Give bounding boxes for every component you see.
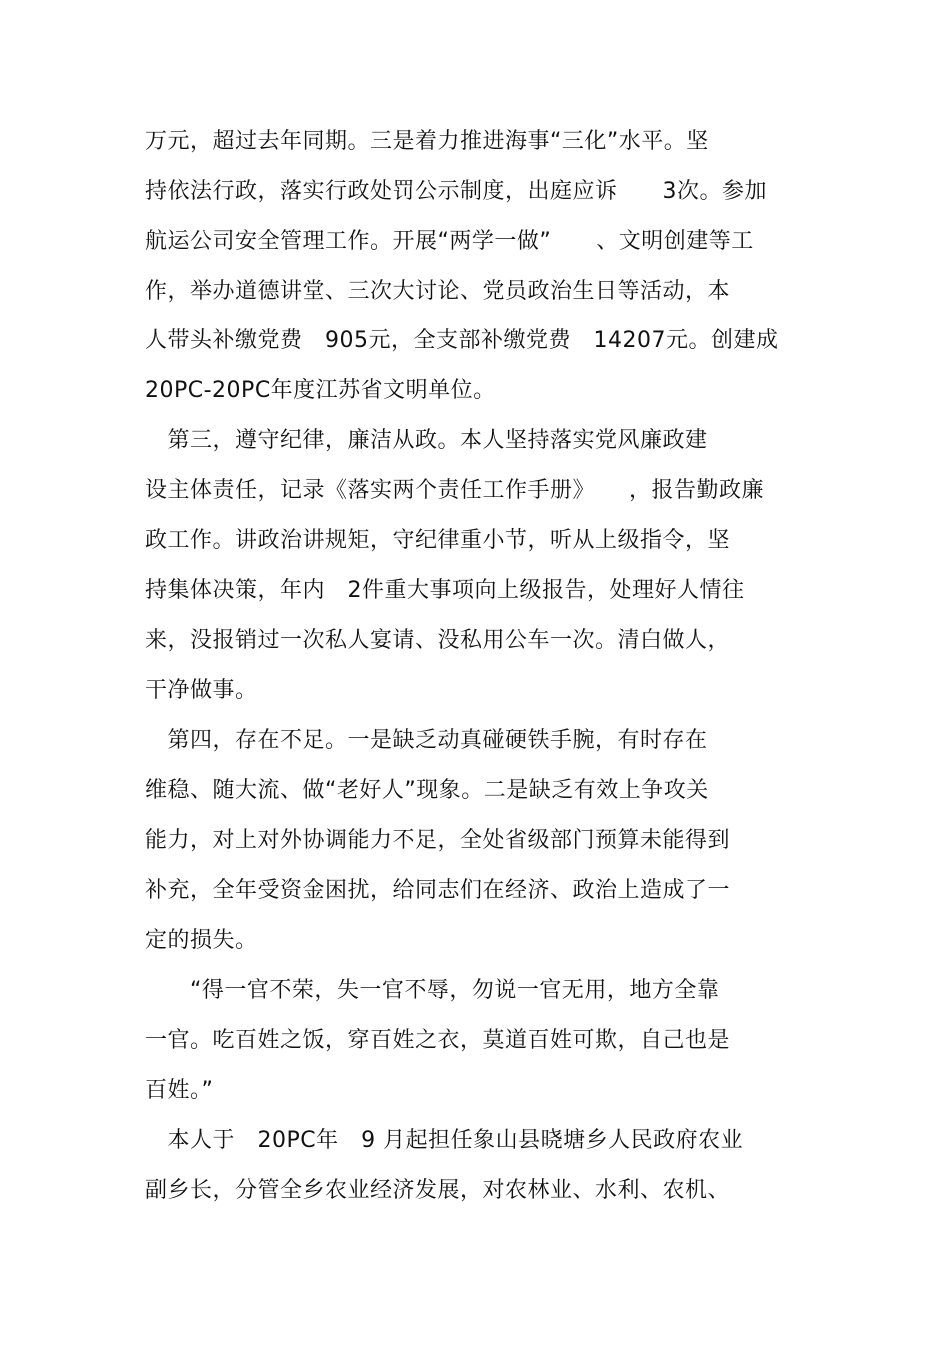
text-line: 设主体责任，记录《落实两个责任工作手册》 ，报告勤政廉 xyxy=(145,478,765,503)
text-line: 航运公司安全管理工作。开展“两学一做” 、文明创建等工 xyxy=(145,229,754,254)
text-line: 副乡长，分管全乡农业经济发展，对农林业、水利、农机、 xyxy=(145,1178,731,1203)
text-line: 人带头补缴党费 905元，全支部补缴党费 14207元。创建成 xyxy=(145,328,779,353)
text-line: 来，没报销过一次私人宴请、没私用公车一次。清白做人， xyxy=(145,628,731,653)
text-line: 本人于 20PC年 9 月起担任象山县晓塘乡人民政府农业 xyxy=(145,1128,744,1153)
text-line: 作，举办道德讲堂、三次大讨论、党员政治生日等活动，本 xyxy=(145,279,731,304)
paragraph-heading-line: 第四，存在不足。一是缺乏动真碰硬铁手腕，有时存在 xyxy=(145,728,708,753)
text-line: 持依法行政，落实行政处罚公示制度，出庭应诉 3次。参加 xyxy=(145,179,767,204)
quote-line: 百姓。” xyxy=(145,1078,214,1103)
text-line: 持集体决策，年内 2件重大事项向上级报告，处理好人情往 xyxy=(145,578,745,603)
text-line: 维稳、随大流、做“老好人”现象。二是缺乏有效上争攻关 xyxy=(145,778,709,803)
text-line: 能力，对上对外协调能力不足，全处省级部门预算未能得到 xyxy=(145,828,731,853)
quote-line: “得一官不荣，失一官不辱，勿说一官无用，地方全靠 xyxy=(145,978,720,1003)
text-line: 20PC-20PC年度江苏省文明单位。 xyxy=(145,378,496,403)
quote-line: 一官。吃百姓之饭，穿百姓之衣，莫道百姓可欺，自己也是 xyxy=(145,1028,731,1053)
text-line: 干净做事。 xyxy=(145,678,258,703)
text-line: 政工作。讲政治讲规矩，守纪律重小节，听从上级指令，坚 xyxy=(145,528,731,553)
text-line: 万元，超过去年同期。三是着力推进海事“三化”水平。坚 xyxy=(145,129,709,154)
paragraph-heading-line: 第三，遵守纪律，廉洁从政。本人坚持落实党风廉政建 xyxy=(145,428,708,453)
text-line: 补充，全年受资金困扰，给同志们在经济、政治上造成了一 xyxy=(145,878,731,903)
text-line: 定的损失。 xyxy=(145,928,258,953)
